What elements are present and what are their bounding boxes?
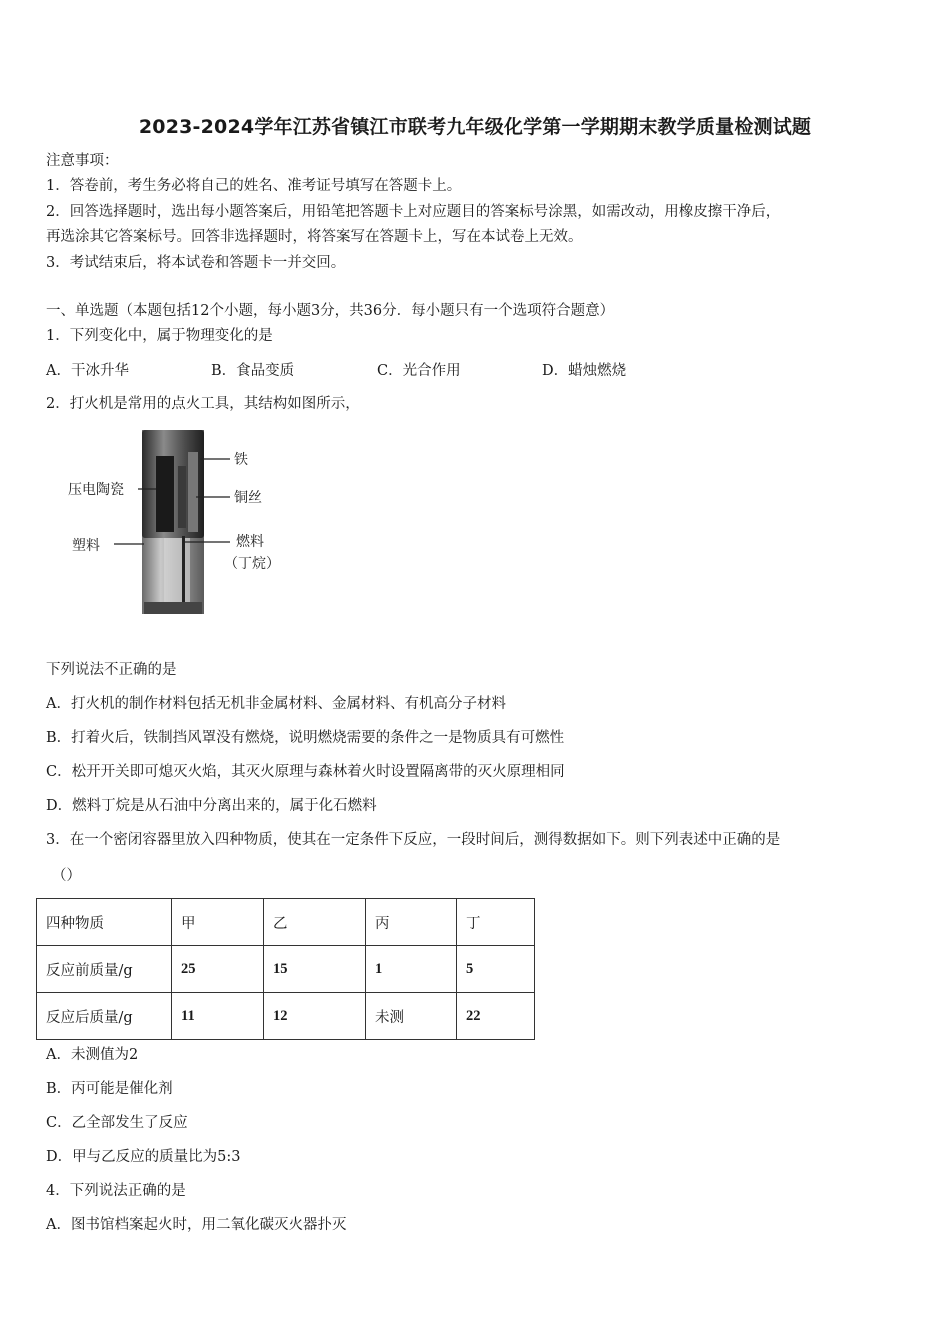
question-2-prompt: 下列说法不正确的是 <box>46 662 177 678</box>
page-title: 2023-2024学年江苏省镇江市联考九年级化学第一学期期末教学质量检测试题 <box>138 116 812 138</box>
option-d: D．燃料丁烷是从石油中分离出来的，属于化石燃料 <box>46 798 377 814</box>
option-a: A．干冰升华 <box>46 363 129 379</box>
table-cell: 反应后质量/g <box>37 993 172 1040</box>
mass-table <box>36 898 535 1040</box>
question-1-stem: 1．下列变化中，属于物理变化的是 <box>46 328 273 344</box>
option-d: D．蜡烛燃烧 <box>542 363 627 379</box>
table-cell: 未测 <box>366 993 457 1040</box>
table-row <box>37 993 535 1040</box>
table-cell: 1 <box>366 946 457 993</box>
option-b: B．打着火后，铁制挡风罩没有燃烧，说明燃烧需要的条件之一是物质具有可燃性 <box>46 730 565 746</box>
table-row <box>37 946 535 993</box>
table-cell: 25 <box>172 946 264 993</box>
option-d: D．甲与乙反应的质量比为5:3 <box>46 1149 241 1165</box>
notice-item: 3．考试结束后，将本试卷和答题卡一并交回。 <box>46 255 346 271</box>
table-cell: 15 <box>264 946 366 993</box>
option-a: A．打火机的制作材料包括无机非金属材料、金属材料、有机高分子材料 <box>46 696 506 712</box>
notice-heading: 注意事项： <box>46 153 119 169</box>
section-heading: 一、单选题（本题包括12个小题，每小题3分，共36分．每小题只有一个选项符合题意） <box>46 303 615 319</box>
table-cell: 反应前质量/g <box>37 946 172 993</box>
question-4-stem: 4．下列说法正确的是 <box>46 1183 186 1199</box>
table-header-row <box>37 899 535 946</box>
table-cell: 12 <box>264 993 366 1040</box>
table-cell: 丁 <box>457 899 535 946</box>
option-b: B．食品变质 <box>211 363 295 379</box>
notice-item: 1．答卷前，考生务必将自己的姓名、准考证号填写在答题卡上。 <box>46 178 462 194</box>
table-cell: 5 <box>457 946 535 993</box>
notice-item: 再选涂其它答案标号。回答非选择题时，将答案写在答题卡上，写在本试卷上无效。 <box>46 229 583 245</box>
option-a: A．图书馆档案起火时，用二氧化碳灭火器扑灭 <box>46 1217 347 1233</box>
answer-paren: （） <box>52 868 81 884</box>
table-cell: 丙 <box>366 899 457 946</box>
label-copper: 铜丝 <box>234 490 262 506</box>
label-iron: 铁 <box>234 452 248 468</box>
label-piezo: 压电陶瓷 <box>68 482 124 498</box>
option-a: A．未测值为2 <box>46 1047 139 1063</box>
option-c: C．松开开关即可熄灭火焰，其灭火原理与森林着火时设置隔离带的灭火原理相同 <box>46 764 565 780</box>
label-butane: （丁烷） <box>224 556 280 572</box>
table-cell: 甲 <box>172 899 264 946</box>
option-c: C．乙全部发生了反应 <box>46 1115 188 1131</box>
label-fuel: 燃料 <box>236 534 264 550</box>
lighter-diagram <box>64 426 304 618</box>
question-3-stem: 3．在一个密闭容器里放入四种物质，使其在一定条件下反应，一段时间后，测得数据如下。则下列表述中正确的是 <box>46 832 781 848</box>
table-cell: 11 <box>172 993 264 1040</box>
lighter-body <box>142 430 204 614</box>
table-cell: 乙 <box>264 899 366 946</box>
label-plastic: 塑料 <box>72 538 100 554</box>
question-1-options <box>46 359 866 379</box>
table-cell: 四种物质 <box>37 899 172 946</box>
notice-item: 2．回答选择题时，选出每小题答案后，用铅笔把答题卡上对应题目的答案标号涂黑，如需改动，用橡皮擦干净后， <box>46 204 781 220</box>
table-cell: 22 <box>457 993 535 1040</box>
option-c: C．光合作用 <box>377 363 461 379</box>
option-b: B．丙可能是催化剂 <box>46 1081 173 1097</box>
question-2-stem: 2．打火机是常用的点火工具，其结构如图所示， <box>46 396 360 412</box>
